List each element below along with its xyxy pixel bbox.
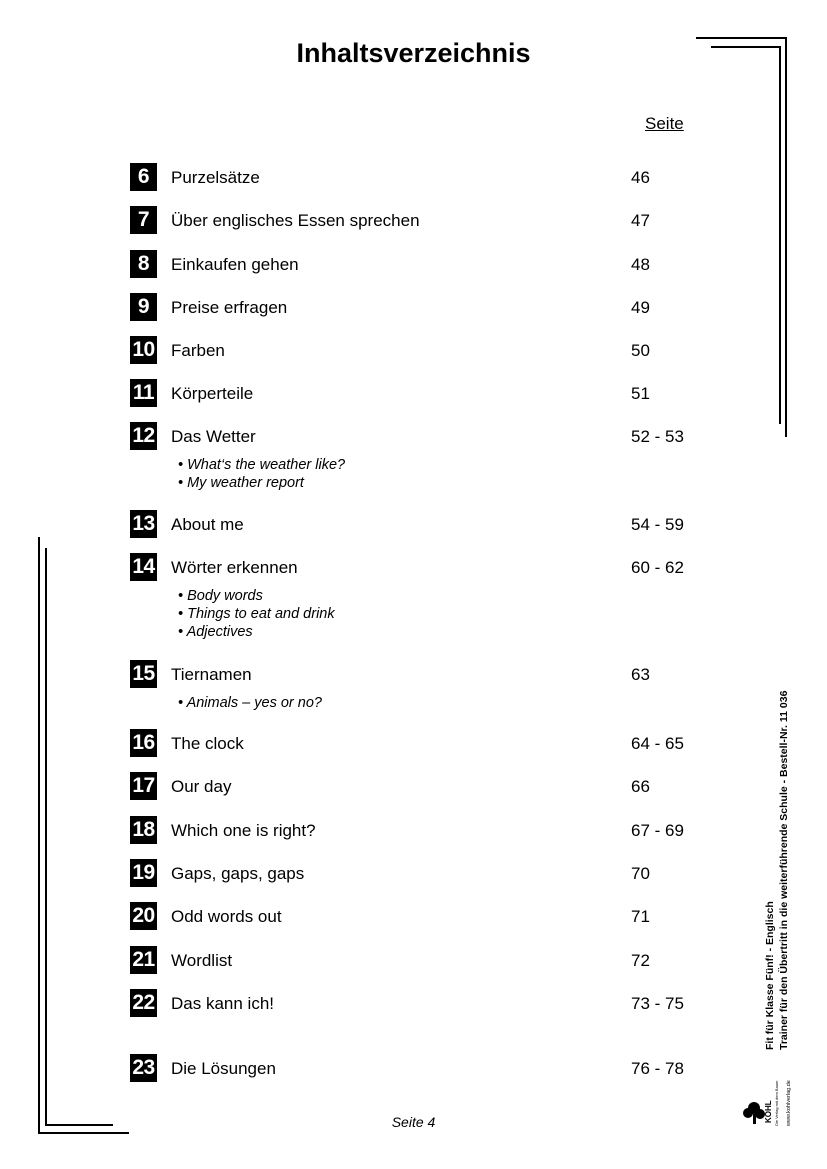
chapter-page: 50: [631, 341, 650, 360]
logo-tagline: Die Verlag mit dem Baum: [774, 1080, 779, 1126]
chapter-page: 63: [631, 665, 650, 684]
chapter-number-badge: 18: [130, 816, 157, 844]
chapter-title: Farben: [171, 341, 225, 360]
subtopic-list: [178, 587, 335, 641]
chapter-title: Wordlist: [171, 951, 233, 970]
subtopic-item: • Things to eat and drink: [178, 606, 335, 622]
subtopic-item: • Adjectives: [178, 624, 253, 640]
chapter-number-badge: 19: [130, 859, 157, 887]
sidebar-line-2: Trainer für den Übertritt in die weiterführende Schule - Bestell-Nr. 11 036: [778, 690, 790, 1050]
chapter-page: 66: [631, 777, 650, 796]
chapter-page: 64 - 65: [631, 734, 684, 753]
chapter-number-badge: 20: [130, 902, 157, 930]
sidebar-line-1: Fit für Klasse Fünf! - Englisch: [764, 901, 776, 1050]
chapter-page: 73 - 75: [631, 994, 684, 1013]
chapter-number-badge: 10: [130, 336, 157, 364]
chapter-page: 51: [631, 384, 650, 403]
chapter-page: 48: [631, 255, 650, 274]
chapter-title: Tiernamen: [171, 665, 252, 684]
page-title: Inhaltsverzeichnis: [296, 38, 531, 68]
logo-brand: KOHL: [764, 1100, 773, 1123]
subtopic-list: [178, 456, 345, 492]
subtopic-item: • My weather report: [178, 475, 304, 491]
chapter-title: Das Wetter: [171, 427, 256, 446]
chapter-number-badge: 11: [130, 379, 157, 407]
chapter-number-badge: 16: [130, 729, 157, 757]
subtopic-item: • Animals – yes or no?: [178, 695, 322, 711]
chapter-number-badge: 8: [130, 250, 157, 278]
chapter-number-badge: 9: [130, 293, 157, 321]
chapter-page: 70: [631, 864, 650, 883]
chapter-number-badge: 15: [130, 660, 157, 688]
chapter-page: 67 - 69: [631, 821, 684, 840]
tree-logo-icon: [740, 1058, 798, 1128]
chapter-number-badge: 7: [130, 206, 157, 234]
frame-top-right-outer-h: [696, 37, 787, 39]
chapter-number-badge: 14: [130, 553, 157, 581]
publisher-logo: [740, 1058, 798, 1128]
chapter-page: 54 - 59: [631, 515, 684, 534]
page-footer: Seite 4: [391, 1114, 436, 1130]
chapter-title: Purzelsätze: [171, 168, 260, 187]
subtopic-item: • What‘s the weather like?: [178, 457, 346, 473]
chapter-page: 47: [631, 211, 650, 230]
chapter-title: Das kann ich!: [171, 994, 274, 1013]
chapter-title: Körperteile: [171, 384, 254, 403]
chapter-number-badge: 12: [130, 422, 157, 450]
frame-bottom-left-inner-v: [45, 548, 47, 1125]
chapter-title: Odd words out: [171, 907, 282, 926]
frame-top-right-inner-h: [711, 46, 780, 48]
chapter-title: Which one is right?: [171, 821, 316, 840]
chapter-page: 52 - 53: [631, 427, 684, 446]
frame-bottom-left-outer-v: [38, 537, 40, 1134]
chapter-title: Preise erfragen: [171, 298, 288, 317]
frame-top-right-inner-v: [779, 46, 781, 424]
chapter-page: 49: [631, 298, 650, 317]
chapter-number-badge: 23: [130, 1054, 157, 1082]
chapter-page: 60 - 62: [631, 558, 684, 577]
chapter-title: The clock: [171, 734, 244, 753]
frame-bottom-left-inner-h: [45, 1124, 113, 1126]
frame-top-right-outer-v: [785, 37, 787, 437]
subtopic-item: • Body words: [178, 588, 263, 604]
chapter-number-badge: 6: [130, 163, 157, 191]
chapter-title: Einkaufen gehen: [171, 255, 299, 274]
page-column-header: Seite: [645, 114, 684, 133]
chapter-page: 71: [631, 907, 650, 926]
chapter-number-badge: 13: [130, 510, 157, 538]
chapter-page: 46: [631, 168, 650, 187]
chapter-title: Gaps, gaps, gaps: [171, 864, 305, 883]
chapter-number-badge: 22: [130, 989, 157, 1017]
chapter-title: Die Lösungen: [171, 1059, 276, 1078]
chapter-title: Our day: [171, 777, 232, 796]
chapter-title: Über englisches Essen sprechen: [171, 211, 420, 230]
subtopic-list: [178, 694, 322, 712]
chapter-title: About me: [171, 515, 244, 534]
chapter-page: 72: [631, 951, 650, 970]
frame-bottom-left-outer-h: [38, 1132, 129, 1134]
chapter-title: Wörter erkennen: [171, 558, 298, 577]
chapter-number-badge: 17: [130, 772, 157, 800]
chapter-number-badge: 21: [130, 946, 157, 974]
chapter-page: 76 - 78: [631, 1059, 684, 1078]
logo-url: www.kohlverlag.de: [786, 1080, 792, 1126]
